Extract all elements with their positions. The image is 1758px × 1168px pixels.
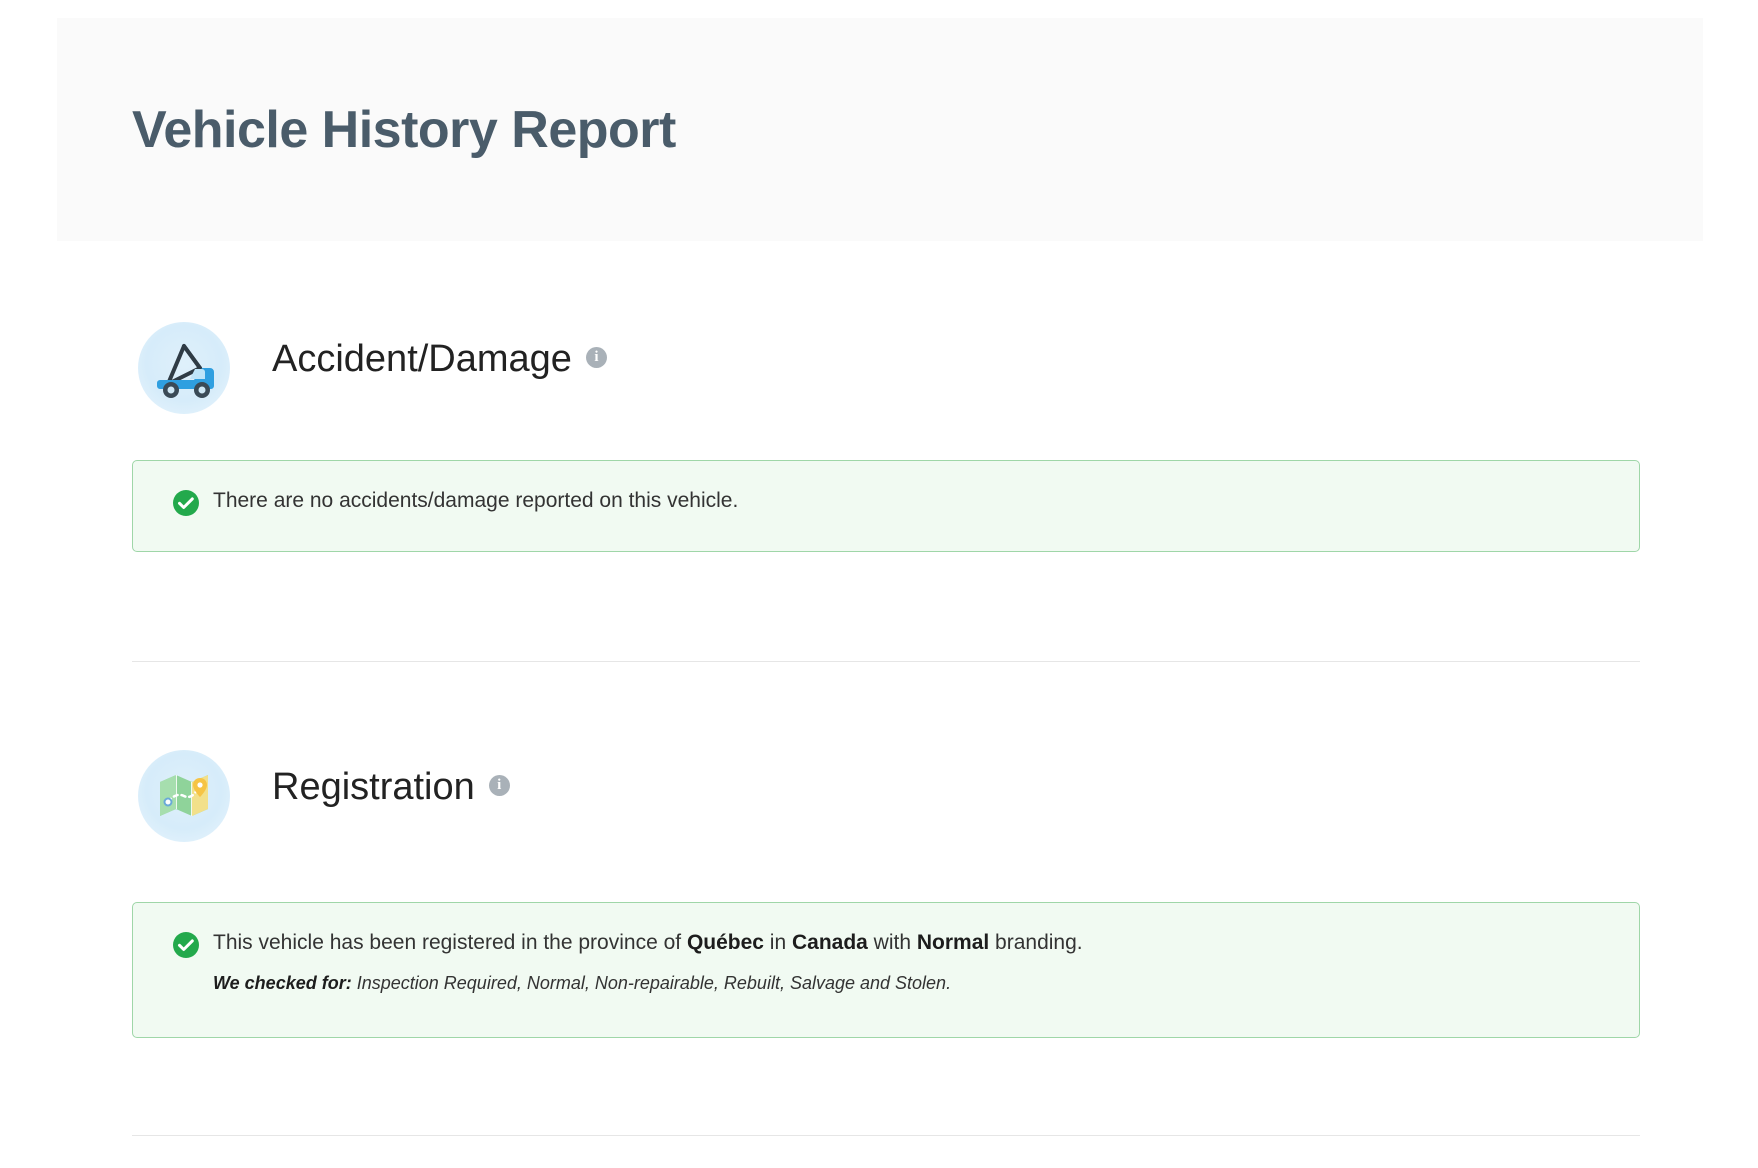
section-registration (0, 750, 1758, 994)
registration-text-part-1: This vehicle has been registered in the province of (213, 931, 687, 954)
registration-message (213, 929, 1609, 957)
info-icon[interactable]: i (489, 775, 510, 796)
accident-damage-result-box (132, 460, 1640, 552)
registration-result-box (132, 902, 1640, 1038)
registration-branding: Normal (916, 931, 990, 954)
section-header-accident-damage (0, 322, 1758, 432)
check-circle-icon (173, 490, 199, 516)
section-title-accident-damage (272, 338, 607, 381)
accident-damage-message: There are no accidents/damage reported on this vehicle. (213, 489, 739, 512)
registration-checked-for (213, 973, 1609, 994)
section-divider (132, 661, 1640, 662)
section-title-text: Accident/Damage (272, 338, 572, 380)
section-title-registration (272, 766, 510, 809)
tow-truck-icon (138, 322, 230, 414)
registration-province: Québec (686, 931, 764, 954)
section-title-text: Registration (272, 766, 475, 808)
page-title: Vehicle History Report (132, 101, 676, 159)
section-divider (132, 1135, 1640, 1136)
registration-text-part-2: in (763, 931, 792, 954)
section-accident-damage (0, 322, 1758, 512)
registration-text-part-3: with (867, 931, 917, 954)
checked-for-label: We checked for: (213, 973, 352, 994)
checked-for-value: Inspection Required, Normal, Non-repairable, Rebuilt, Salvage and Stolen. (356, 973, 952, 994)
map-location-icon (138, 750, 230, 842)
report-header-banner (57, 18, 1703, 241)
check-circle-icon (173, 932, 199, 958)
info-icon[interactable]: i (586, 347, 607, 368)
registration-country: Canada (791, 931, 868, 954)
registration-text-part-4: branding. (989, 931, 1083, 954)
section-header-registration (0, 750, 1758, 860)
